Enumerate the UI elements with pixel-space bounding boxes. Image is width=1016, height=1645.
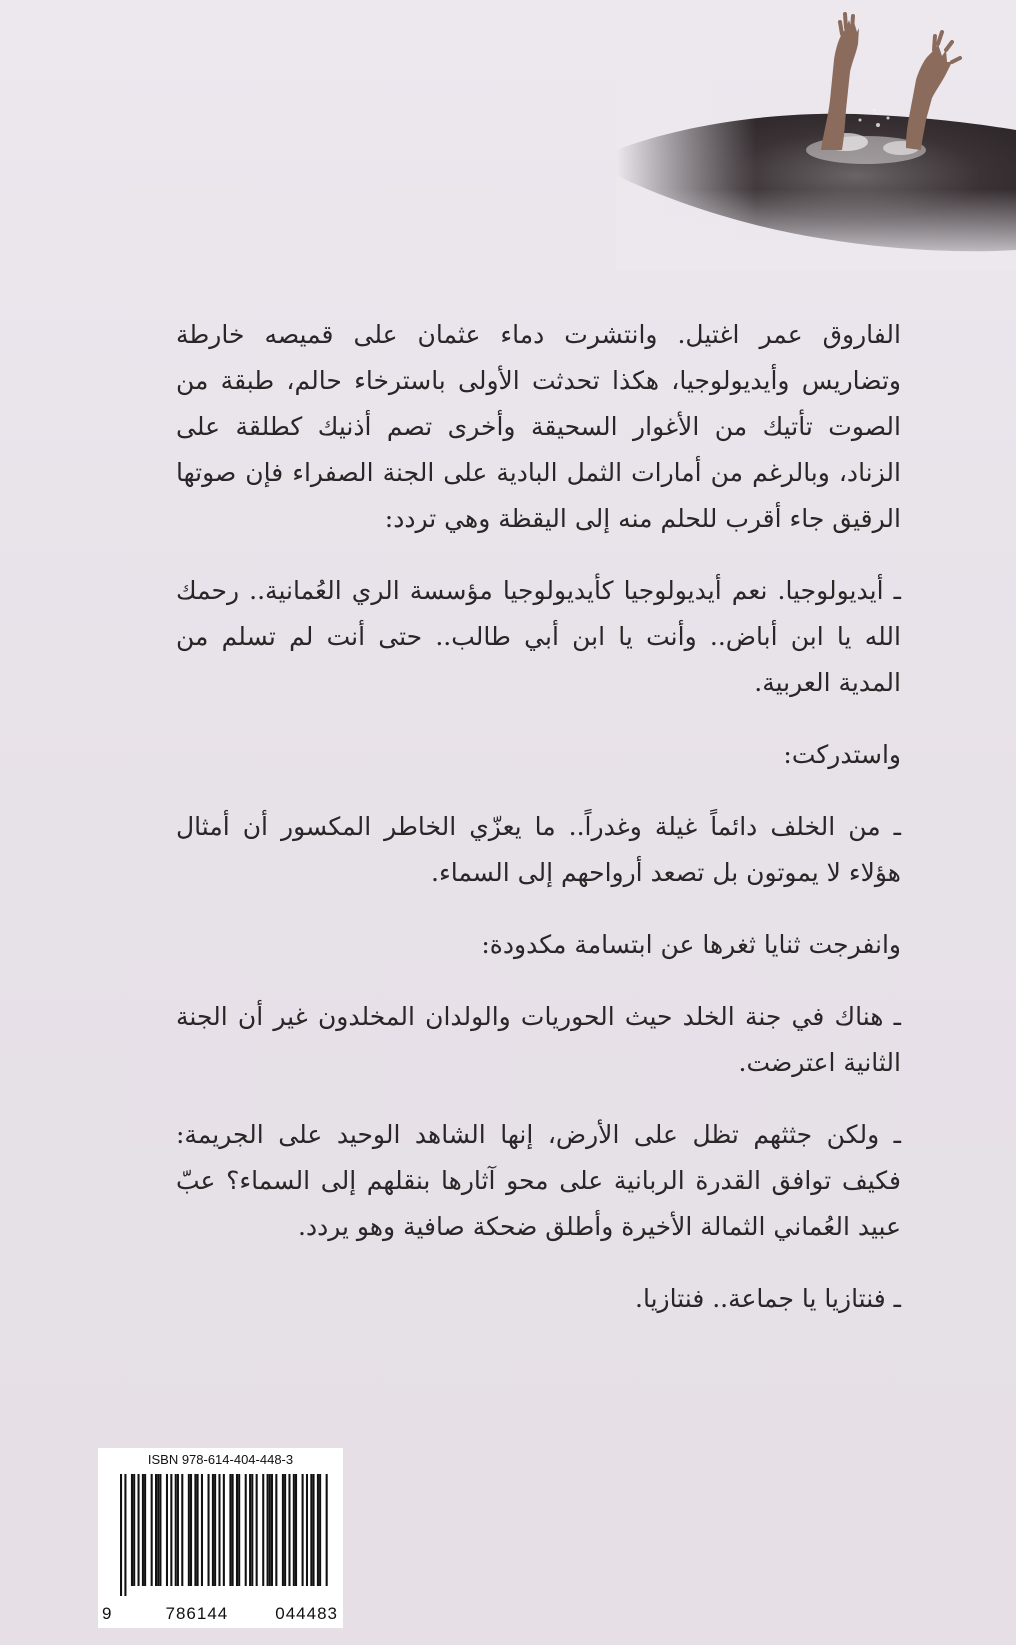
barcode-digits-right: 044483 (275, 1604, 338, 1623)
barcode-bar (208, 1474, 210, 1586)
paragraph-dialogue-3: ـ هناك في جنة الخلد حيث الحوريات والولدان المخلدون غير أن الجنة الثانية اعترضت. (176, 1002, 901, 1077)
isbn-barcode (98, 1448, 343, 1628)
paragraph-dialogue-2: ـ من الخلف دائماً غيلة وغدراً.. ما يعزّي الخاطر المكسور أن أمثال هؤلاء لا يموتون بل تصعد أرواحهم إلى السماء. (176, 812, 901, 887)
barcode-bar (138, 1474, 140, 1586)
barcode-bar (319, 1474, 321, 1586)
barcode-bar (175, 1474, 177, 1586)
barcode-bar (155, 1474, 157, 1586)
barcode-bar (133, 1474, 135, 1586)
barcode-bar (194, 1474, 196, 1586)
paragraph-dialogue-4: ـ ولكن جثثهم تظل على الأرض، إنها الشاهد الوحيد على الجريمة: فكيف توافق القدرة الربانية على محو آثارها بنقلهم إلى السماء؟ عبّ عبيد العُماني الثمالة الأخيرة وأطلق ضحكة صافية وهو يردد. (176, 1120, 901, 1241)
barcode-bar (142, 1474, 144, 1586)
barcode-bar (151, 1474, 153, 1586)
isbn-label: ISBN 978-614-404-448-3 (147, 1452, 294, 1467)
barcode-bar (197, 1474, 199, 1586)
barcode-bar (238, 1474, 240, 1586)
barcode-bar (251, 1474, 253, 1586)
barcode-bar (306, 1474, 308, 1586)
barcode-bars (120, 1474, 330, 1596)
barcode-digits (102, 1604, 338, 1624)
barcode-bar (159, 1474, 161, 1586)
paragraph-narration-2: وانفرجت ثنايا ثغرها عن ابتسامة مكدودة: (481, 930, 901, 959)
barcode-bar (236, 1474, 238, 1586)
barcode-bar (269, 1474, 271, 1586)
drowning-hands-image (616, 0, 1016, 270)
back-cover-text (176, 312, 901, 1348)
barcode-bar (295, 1474, 297, 1586)
barcode-bar (326, 1474, 328, 1586)
barcode-bar (181, 1474, 183, 1586)
barcode-bar (282, 1474, 284, 1586)
paragraph-dialogue-5: ـ فنتازيا يا جماعة.. فنتازيا. (635, 1284, 901, 1313)
barcode-bar (212, 1474, 214, 1586)
barcode-bar (188, 1474, 190, 1586)
barcode-bar (190, 1474, 192, 1586)
barcode-bar (256, 1474, 258, 1586)
barcode-bar (262, 1474, 264, 1586)
drowning-hands-illustration (616, 0, 1016, 270)
barcode-bar (124, 1474, 126, 1596)
barcode-bar (317, 1474, 319, 1586)
barcode-bar (223, 1474, 225, 1586)
barcode-bar (120, 1474, 122, 1596)
barcode-digits-left: 786144 (165, 1604, 229, 1623)
paragraph-intro: الفاروق عمر اغتيل. وانتشرت دماء عثمان على قميصه خارطة وتضاريس وأيديولوجيا، هكذا تحدثت الأولى باسترخاء حالم، طبقة من الصوت تأتيك من الأغوار السحيقة وأخرى تصم أذنيك كطلقة على الزناد، وبالرغم من أمارات الثمل البادية على الجنة الصفراء فإن صوتها الرقيق جاء أقرب للحلم منه إلى اليقظة وهي تردد: (176, 320, 901, 533)
barcode-bar (249, 1474, 251, 1586)
barcode-bar (201, 1474, 203, 1586)
barcode-bar (275, 1474, 277, 1586)
barcode-bar (245, 1474, 247, 1586)
barcode-bar (310, 1474, 312, 1586)
barcode-bar (313, 1474, 315, 1586)
barcode-bar (131, 1474, 133, 1586)
barcode-bar (177, 1474, 179, 1586)
barcode-bar (284, 1474, 286, 1586)
barcode-bar (232, 1474, 234, 1586)
barcode-bar (166, 1474, 168, 1586)
barcode-bar (288, 1474, 290, 1586)
barcode-digit-first: 9 (102, 1604, 113, 1623)
paragraph-dialogue-1: ـ أيديولوجيا. نعم أيديولوجيا كأيديولوجيا مؤسسة الري العُمانية.. رحمك الله يا ابن أباض.. وأنت يا ابن أبي طالب.. حتى أنت لم تسلم من المدية العربية. (176, 576, 901, 697)
paragraph-narration-1: واستدركت: (783, 740, 901, 769)
barcode-bar (302, 1474, 304, 1586)
barcode-bar (293, 1474, 295, 1586)
barcode-bar (157, 1474, 159, 1586)
barcode-bar (144, 1474, 146, 1586)
barcode-bar (229, 1474, 231, 1586)
barcode-bar (218, 1474, 220, 1586)
barcode-bar (267, 1474, 269, 1586)
barcode-bar (214, 1474, 216, 1586)
barcode-bar (271, 1474, 273, 1586)
barcode-bar (170, 1474, 172, 1586)
